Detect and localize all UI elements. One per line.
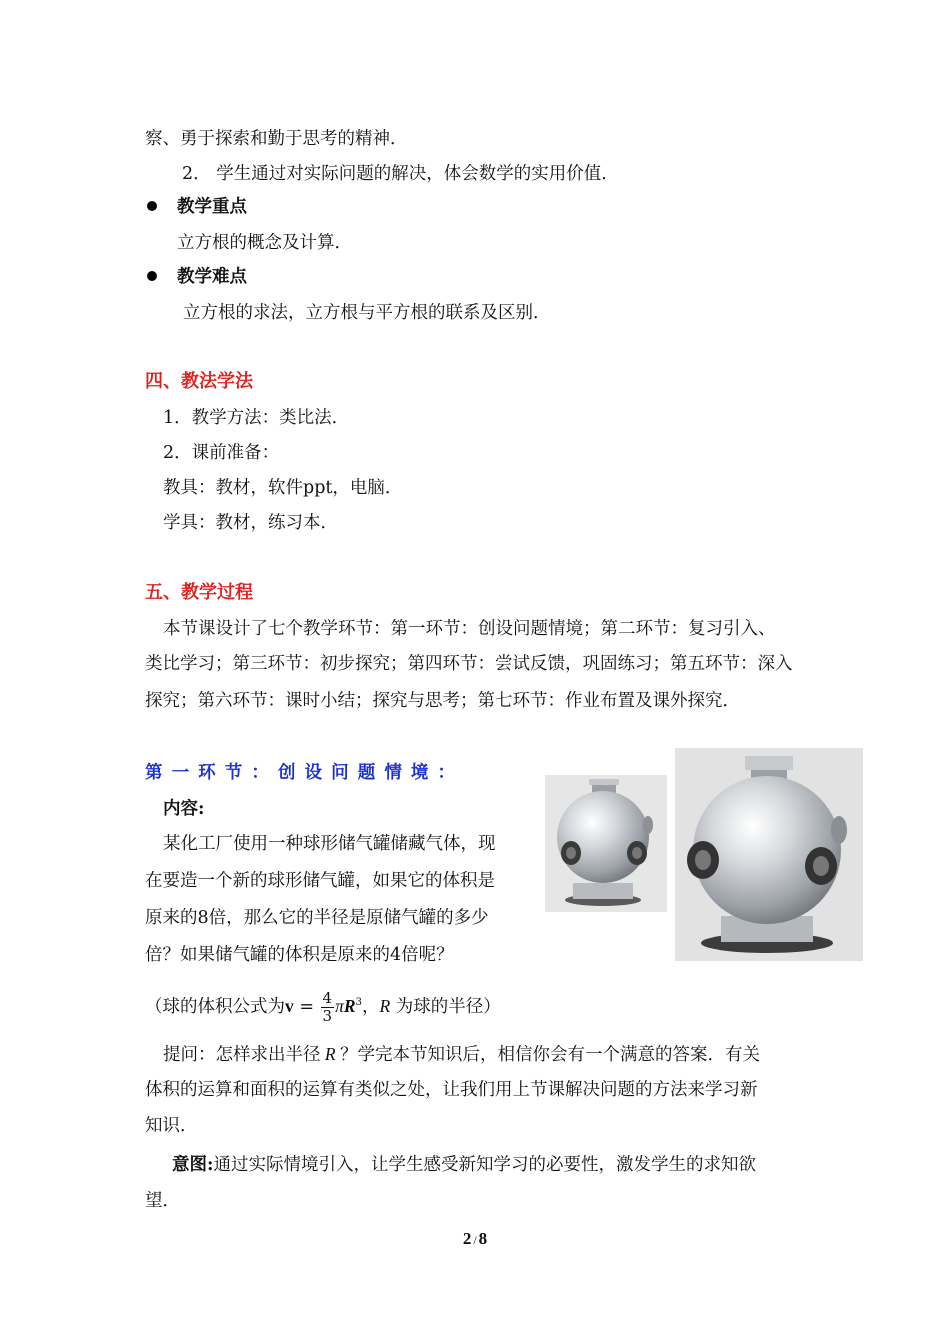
text-line: 倍？如果储气罐的体积是原来的4倍呢？ (145, 945, 454, 965)
formula-line (145, 988, 501, 1025)
text-line: 学具：教材，练习本． (163, 513, 338, 533)
question-text: ？学完本节知识后，相信你会有一个满意的答案．有关 (339, 1045, 760, 1065)
formula-fraction (321, 990, 335, 1025)
sphere-tank-icon (675, 748, 863, 961)
formula-r2: R (379, 995, 391, 1016)
text-line: 1．教学方法：类比法． (163, 408, 350, 428)
intent-line (172, 1153, 756, 1177)
formula-v: v (285, 995, 294, 1016)
page-current: 2 (462, 1229, 472, 1248)
page-separator: / (473, 1233, 477, 1247)
text-line: 望． (145, 1191, 180, 1211)
text-line: 立方根的求法，立方根与平方根的联系及区别． (183, 303, 551, 323)
page-number (0, 1229, 950, 1249)
text-line: 探究；第六环节：课时小结；探究与思考；第七环节：作业布置及课外探究． (145, 691, 740, 711)
formula-suffix: 为球的半径） (390, 996, 501, 1017)
text-line: 2．课前准备： (163, 443, 280, 463)
formula-pi: π (335, 995, 344, 1016)
bullet-icon (147, 271, 157, 281)
question-r: R (320, 1044, 340, 1064)
text-line: 知识． (145, 1116, 198, 1136)
text-line: 立方根的概念及计算． (177, 233, 352, 253)
section-title: 四、教法学法 (145, 371, 253, 392)
formula-eq: = (293, 996, 320, 1017)
fraction-numerator: 4 (322, 988, 333, 1007)
text-line: 类比学习；第三环节：初步探究；第四环节：尝试反馈，巩固练习；第五环节：深入 (145, 654, 793, 674)
step-title: 第 一 环 节 ： 创 设 问 题 情 境 ： (145, 763, 456, 783)
difficult-point-heading: 教学难点 (177, 267, 247, 287)
content-label: 内容: (163, 799, 205, 819)
text-line: 原来的8倍，那么它的半径是原储气罐的多少 (145, 908, 489, 928)
text-line: 本节课设计了七个教学环节：第一环节：创设问题情境；第二环节：复习引入、 (163, 619, 776, 639)
text-line: 教具：教材，软件ppt，电脑． (163, 478, 403, 498)
intent-label: 意图: (172, 1155, 214, 1175)
text-line: 在要造一个新的球形储气罐，如果它的体积是 (145, 871, 495, 891)
fraction-denominator: 3 (322, 1006, 333, 1025)
formula-r: R (343, 995, 356, 1016)
intent-text: 通过实际情境引入，让学生感受新知学习的必要性，激发学生的求知欲 (213, 1155, 756, 1175)
text-line: 某化工厂使用一种球形储气罐储藏气体，现 (163, 834, 496, 854)
bullet-icon (147, 201, 157, 211)
formula-exponent: 3 (355, 997, 362, 1008)
key-point-heading: 教学重点 (177, 197, 247, 217)
question-line (163, 1042, 760, 1067)
page-total: 8 (478, 1229, 488, 1248)
formula-sep: ， (361, 996, 380, 1017)
section-title: 五、教学过程 (145, 582, 253, 603)
sphere-tank-icon (545, 775, 667, 912)
text-line: 2． 学生通过对实际问题的解决，体会数学的实用价值． (182, 164, 619, 184)
sphere-tank-photo-small (545, 775, 667, 912)
text-line: 察、勇于探索和勤于思考的精神． (145, 129, 408, 149)
sphere-tank-photo-large (675, 748, 863, 961)
text-line: 体积的运算和面积的运算有类似之处，让我们用上节课解决问题的方法来学习新 (145, 1080, 758, 1100)
question-text: 提问：怎样求出半径 (163, 1045, 321, 1065)
formula-prefix: （球的体积公式为 (145, 996, 285, 1017)
